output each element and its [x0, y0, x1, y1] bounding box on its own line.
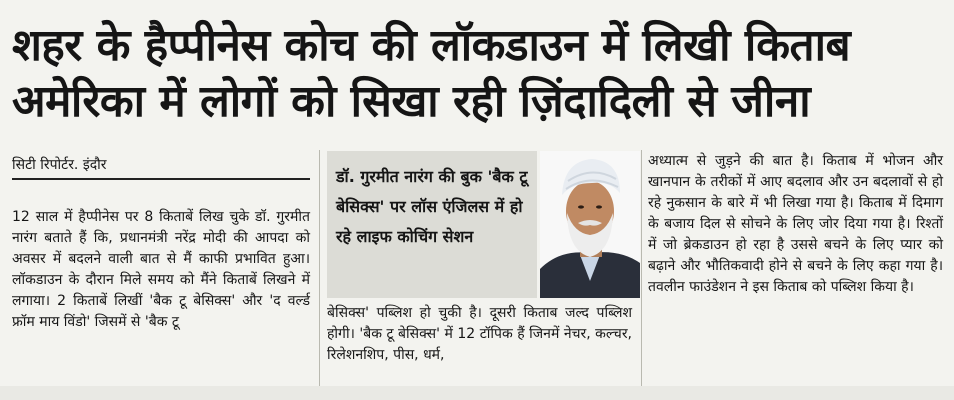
- headline-line-2: अमेरिका में लोगों को सिखा रही ज़िंदादिली से जीना: [12, 76, 811, 127]
- column-divider-left: [319, 150, 320, 386]
- column-2-text: बेसिक्स' पब्लिश हो चुकी है। दूसरी किताब जल्द पब्लिश होगी। 'बैक टू बेसिक्स' में 12 टॉपिक हैं जिनमें नेचर, कल्चर, रिलेशनशिप, पीस, धर्म,: [327, 305, 632, 363]
- headline-line-1: शहर के हैप्पीनेस कोच की लॉकडाउन में लिखी किताब: [12, 20, 851, 71]
- byline: सिटी रिपोर्टर. इंदौर: [12, 157, 107, 173]
- column-divider-right: [641, 150, 642, 386]
- callout-text: डॉ. गुरमीत नारंग की बुक 'बैक टू बेसिक्स' पर लॉस एंजिलस में हो रहे लाइफ कोचिंग सेशन: [336, 167, 528, 246]
- page-bottom-margin: [0, 386, 954, 400]
- column-1-text: 12 साल में हैप्पीनेस पर 8 किताबें लिख चुके डॉ. गुरमीत नारंग बताते हैं कि, प्रधानमंत्री नरेंद्र मोदी की आपदा को अवसर में बदलने वाली बात से मैं काफी प्रभावित हुआ। लॉकडाउन के दौरान मिले समय को मैंने किताबें लिखने में लगाया। 2 किताबें लिखीं 'बैक टू बेसिक्स' और 'द वर्ल्ड फ्रॉम माय विंडो' जिसमें से 'बैक टू: [12, 209, 310, 330]
- article-column-1: [12, 207, 310, 333]
- article-column-2: [327, 303, 632, 366]
- byline-rule: [12, 178, 310, 180]
- column-3-text: अध्यात्म से जुड़ने की बात है। किताब में भोजन और खानपान के तरीकों में आए बदलाव और उन बदलावों से हो रहे नुकसान के बारे में भी लिखा गया है। किताब में दिमाग के बजाय दिल से सोचने के लिए जोर दिया गया है। रिश्तों में जो ब्रेकडाउन हो रहा है उससे बचने के लिए प्यार को बढ़ाने और भौतिकवादी होने से बचने के लिए कहा गया है। तवलीन फाउंडेशन ने इस किताब को पब्लिश किया है।: [648, 153, 943, 295]
- author-photo: [540, 151, 640, 298]
- author-portrait-image: [540, 151, 640, 298]
- headline: [12, 18, 942, 130]
- article-column-3: [648, 151, 943, 298]
